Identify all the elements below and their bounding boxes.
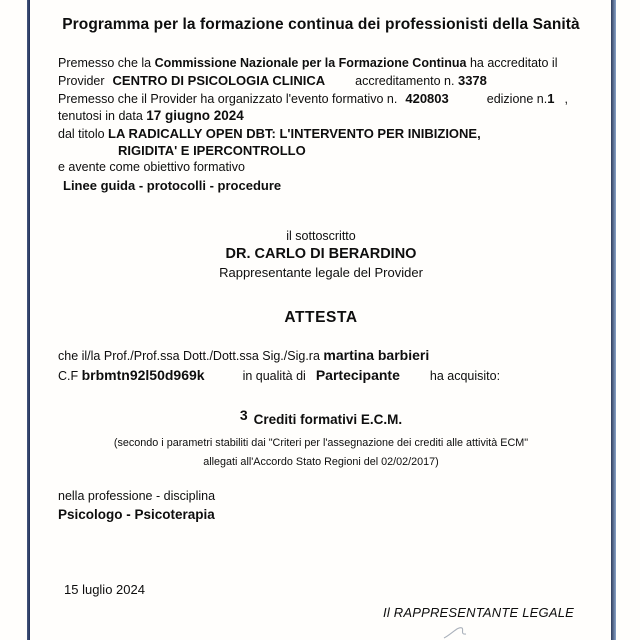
fiscal-code-line — [58, 366, 588, 386]
event-title-line-1 — [58, 125, 588, 142]
objective-label: e avente come obiettivo formativo — [58, 160, 245, 175]
recipient-name: martina barbieri — [323, 347, 430, 363]
event-date: 17 giugno 2024 — [146, 108, 244, 124]
signatory-name: DR. CARLO DI BERARDINO — [225, 246, 417, 262]
credits-label: Crediti formativi E.C.M. — [253, 412, 403, 427]
edition-comma: , — [564, 91, 568, 106]
provider-label: Provider — [58, 74, 105, 89]
accreditation-line-1 — [58, 55, 588, 72]
credits-note-line-1: (secondo i parametri stabiliti dai "Criteri per l'assegnazione dei crediti alle attività ECM" — [113, 437, 529, 449]
profession-label: nella professione - disciplina — [58, 489, 216, 503]
credits-note-line-2: allegati all'Accordo Stato Regioni del 02/02/2017) — [203, 456, 439, 468]
provider-line — [58, 72, 588, 89]
premise-section — [58, 55, 588, 194]
credits-number: 3 — [239, 407, 248, 423]
objective-value: Linee guida - protocolli - procedure — [63, 177, 282, 193]
credits-line — [32, 407, 610, 429]
objective-value-line — [58, 177, 588, 194]
signatory-role: Rappresentante legale del Provider — [219, 265, 423, 280]
objective-label-line — [58, 159, 588, 176]
document-title: Programma per la formazione continua dei professionisti della Sanità — [62, 16, 580, 33]
accredit-pre-text: Premesso che la — [58, 56, 152, 70]
attestation-section — [58, 346, 588, 385]
acquired-label: ha acquisito: — [429, 368, 501, 383]
title-label: dal titolo — [58, 126, 105, 141]
event-number: 420803 — [405, 90, 449, 106]
signatory-section — [32, 227, 610, 282]
date-label: tenutosi in data — [58, 109, 143, 124]
accredit-post-text: ha accreditato il — [469, 56, 558, 70]
event-title-line-2 — [58, 142, 588, 159]
cf-value: brbmtn92l50d969k — [81, 366, 205, 383]
commission-name: Commissione Nazionale per la Formazione Continua — [154, 56, 467, 70]
cf-label: C.F — [58, 368, 79, 383]
issue-date: 15 luglio 2024 — [64, 582, 145, 597]
profession-value: Psicologo - Psicoterapia — [58, 507, 215, 522]
event-pre-text: Premesso che il Provider ha organizzato l'evento formativo n. — [58, 91, 398, 106]
edition-number: 1 — [547, 90, 555, 106]
recipient-pre-text: che il/la Prof./Prof.ssa Dott./Dott.ssa Sig./Sig.ra — [58, 349, 320, 363]
attest-heading: ATTESTA — [284, 309, 358, 326]
signatory-intro: il sottoscritto — [286, 229, 356, 243]
left-border-line — [27, 0, 30, 640]
quality-value: Partecipante — [315, 366, 400, 383]
event-line — [58, 90, 588, 107]
quality-label: in qualità di — [242, 368, 306, 383]
accreditation-label: accreditamento n. — [355, 74, 455, 89]
accreditation-number: 3378 — [457, 73, 487, 89]
profession-section — [58, 487, 215, 525]
event-title-part1: LA RADICALLY OPEN DBT: L'INTERVENTO PER INIBIZIONE, — [108, 125, 481, 141]
signature-stroke — [438, 624, 482, 640]
legal-representative-label: Il RAPPRESENTANTE LEGALE — [383, 605, 574, 620]
edition-label: edizione n. — [486, 91, 548, 106]
right-border-line — [611, 0, 616, 640]
event-title-part2: RIGIDITA' E IPERCONTROLLO — [118, 142, 306, 158]
event-date-line — [58, 107, 588, 124]
provider-name: CENTRO DI PSICOLOGIA CLINICA — [112, 73, 326, 89]
recipient-line — [58, 346, 588, 366]
